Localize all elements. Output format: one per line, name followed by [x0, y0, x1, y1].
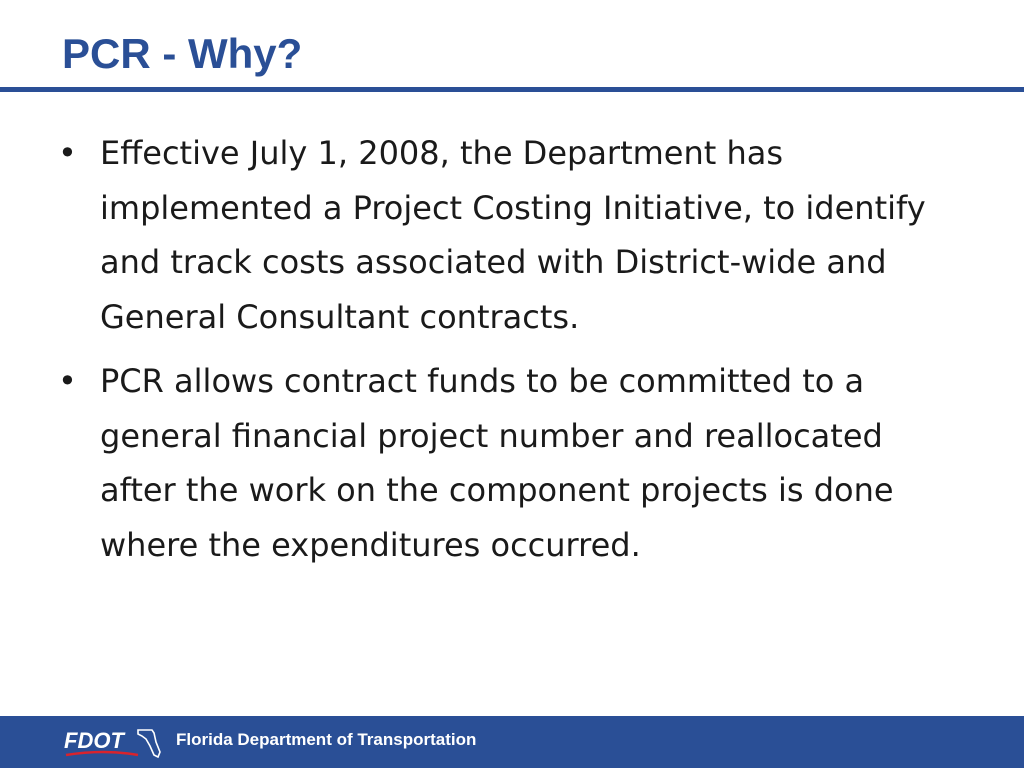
bullet-item [58, 354, 958, 572]
fdot-logo-text: FDOT [64, 728, 124, 753]
bullet-text: Effective July 1, 2008, the Department has implemented a Project Costing Initiative, to identify and track costs associated with District-wide and General Consultant contracts. [100, 134, 926, 336]
fdot-logo [64, 724, 164, 760]
florida-state-icon [138, 730, 160, 757]
slide-title: PCR - Why? [62, 30, 303, 77]
bullet-marker: • [58, 362, 77, 400]
bullet-text: PCR allows contract funds to be committed to a general financial project number and reallocated after the work on the component projects is done where the expenditures occurred. [100, 362, 894, 564]
bullet-marker: • [58, 134, 77, 172]
bullet-item [58, 126, 958, 344]
title-divider [0, 87, 1024, 92]
footer-bar [0, 716, 1024, 768]
bullet-list [58, 126, 958, 582]
organization-name: Florida Department of Transportation [176, 730, 477, 749]
logo-swoosh [66, 752, 138, 755]
